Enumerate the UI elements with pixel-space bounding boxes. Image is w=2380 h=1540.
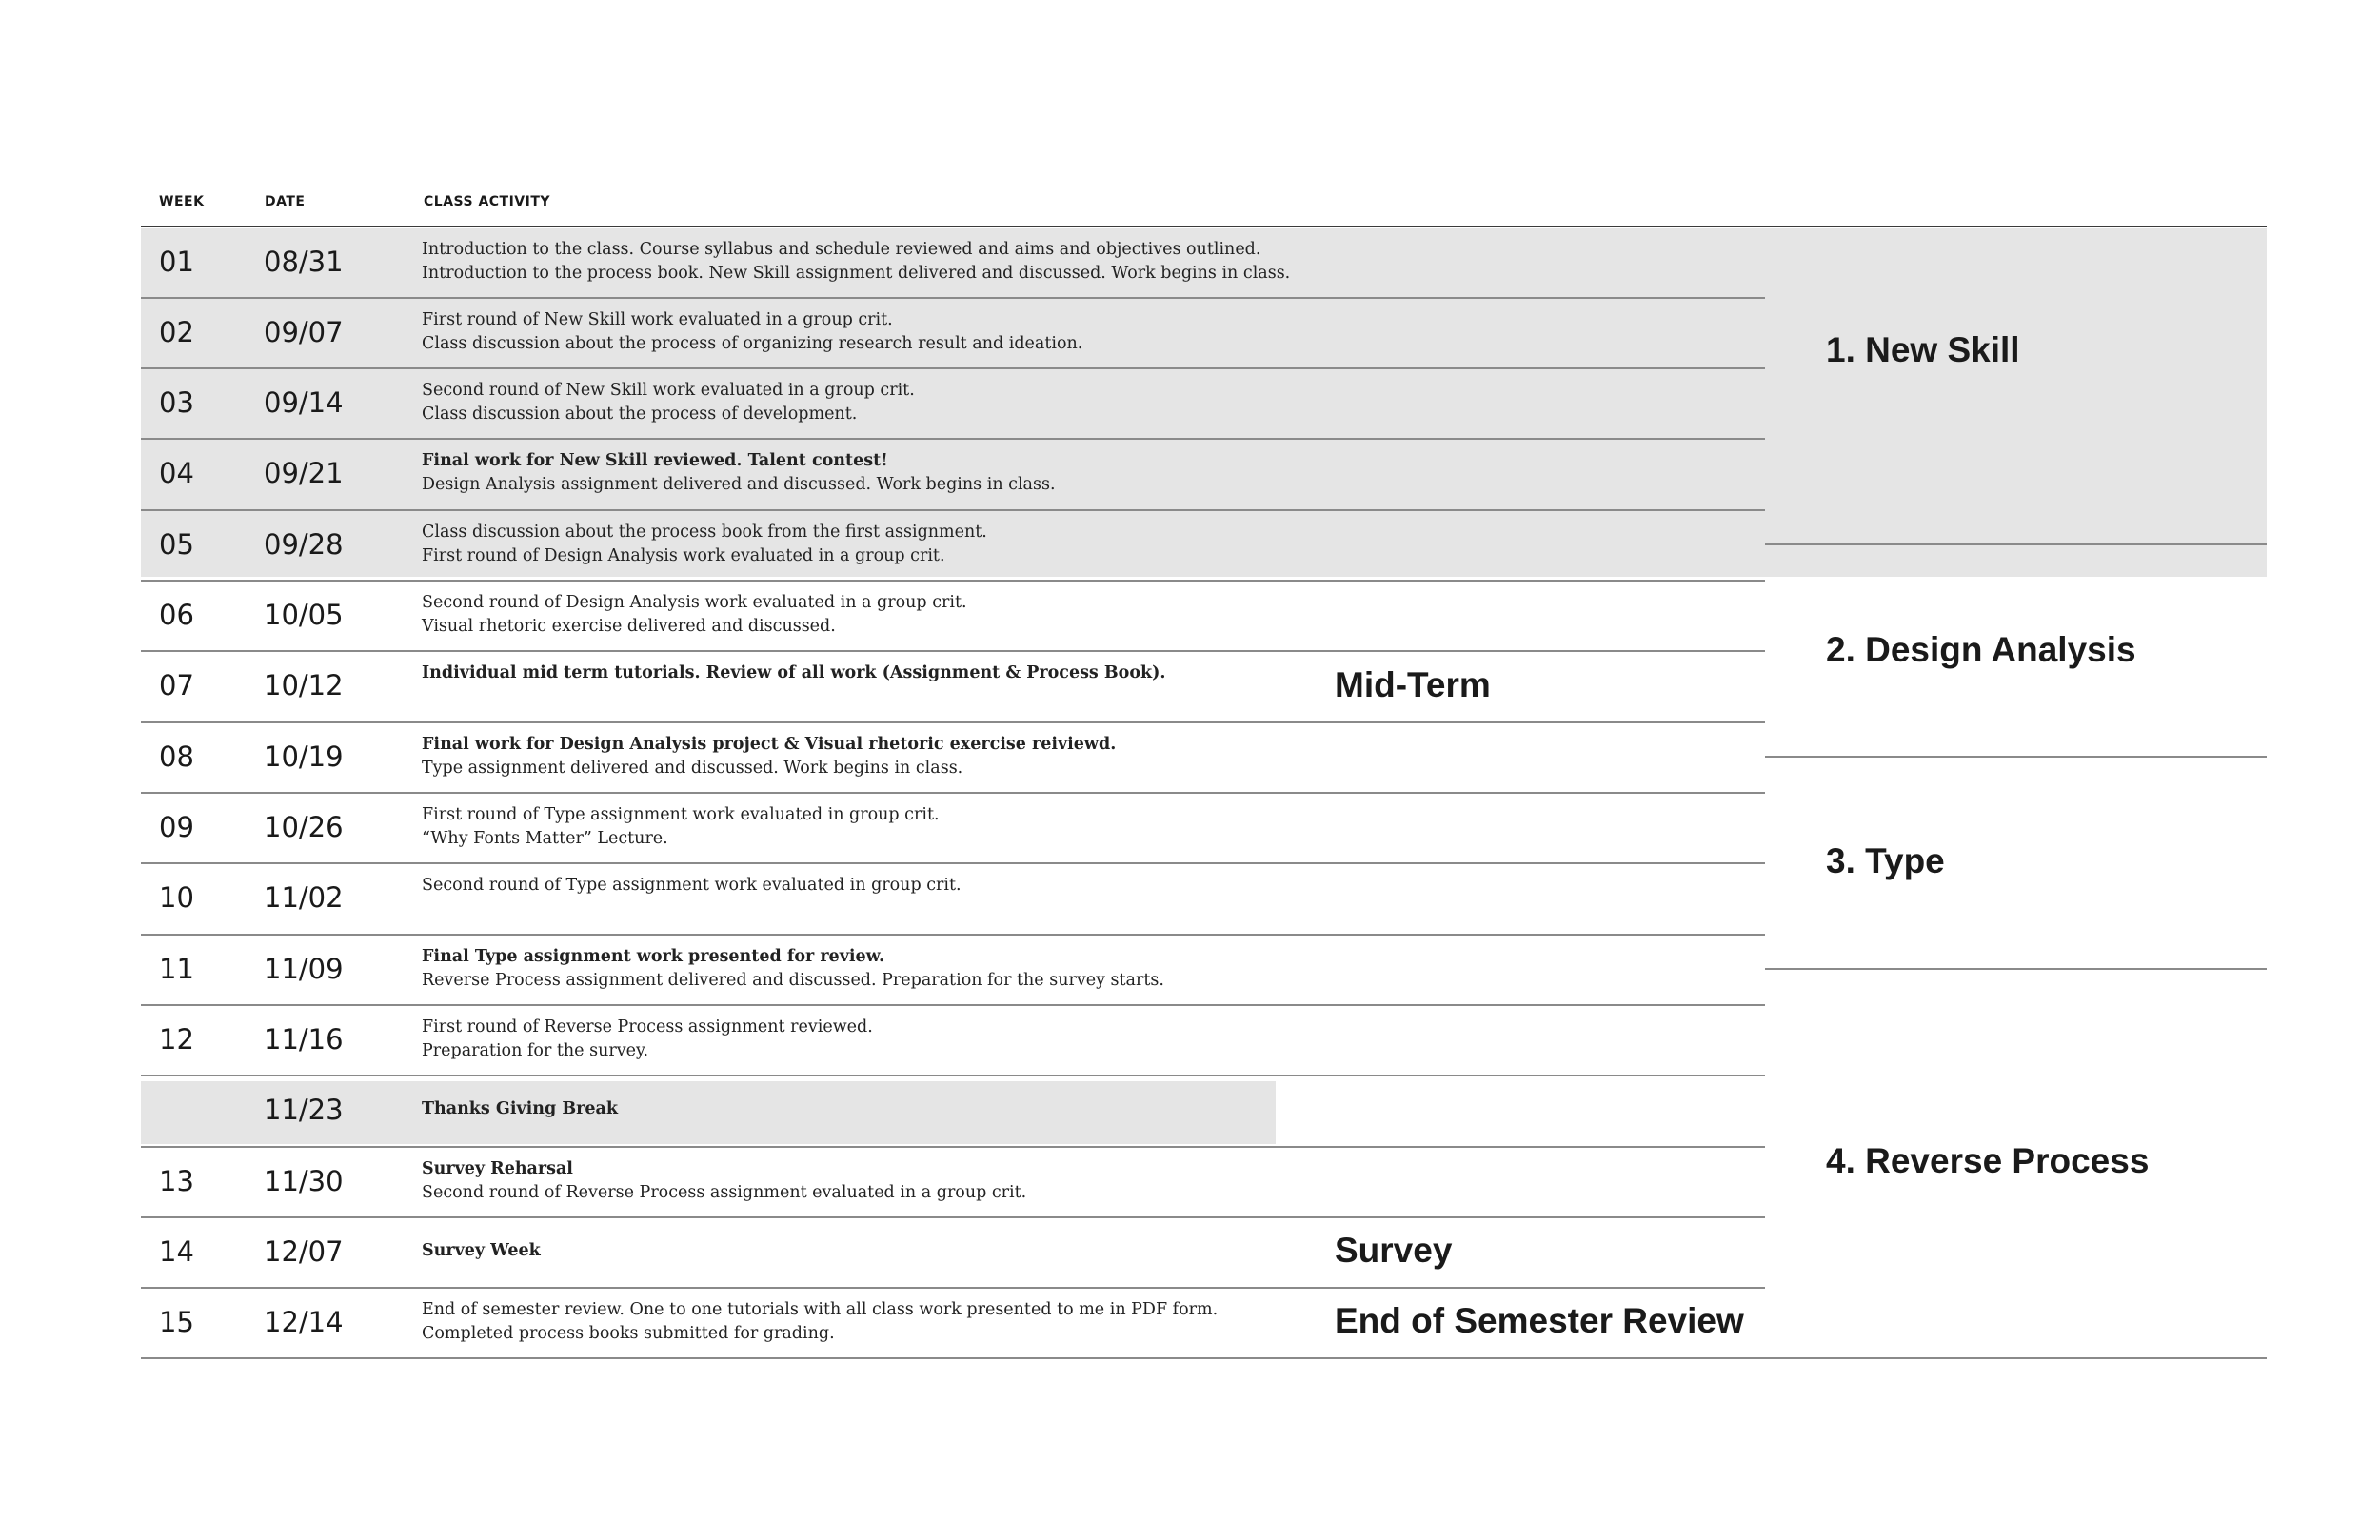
activity-line-1: Survey Reharsal <box>422 1159 573 1178</box>
schedule-row <box>141 1146 1759 1216</box>
week-number: 13 <box>159 1165 194 1197</box>
activity-line-1: Second round of Design Analysis work evaluated in a group crit. <box>422 593 967 612</box>
activity-line-1: Survey Week <box>422 1241 541 1260</box>
activity-line-2: Visual rhetoric exercise delivered and discussed. <box>422 617 836 636</box>
activity-line-1: First round of New Skill work evaluated in a group crit. <box>422 310 893 329</box>
schedule-row <box>141 1216 1759 1287</box>
schedule-row <box>141 650 1759 721</box>
class-activity <box>422 945 1164 993</box>
column-header-week: WEEK <box>159 194 205 209</box>
class-activity <box>422 874 962 898</box>
date: 09/28 <box>264 528 344 561</box>
week-number: 12 <box>159 1023 194 1056</box>
table-bottom-rule <box>141 1357 2267 1359</box>
schedule-row <box>141 297 1759 367</box>
date: 12/14 <box>264 1306 344 1338</box>
week-number: 15 <box>159 1306 194 1338</box>
date: 09/14 <box>264 386 344 419</box>
activity-line-2: Class discussion about the process of development. <box>422 405 858 424</box>
activity-line-1: Final Type assignment work presented for review. <box>422 947 885 966</box>
date: 10/05 <box>264 599 344 631</box>
week-number: 04 <box>159 457 194 489</box>
date: 08/31 <box>264 246 344 278</box>
class-activity <box>422 449 1056 497</box>
week-number: 06 <box>159 599 194 631</box>
week-number: 09 <box>159 811 194 843</box>
schedule-row <box>141 367 1759 438</box>
schedule-row <box>141 792 1759 862</box>
class-activity <box>422 661 1166 685</box>
schedule-row <box>141 509 1759 580</box>
date: 11/16 <box>264 1023 344 1056</box>
activity-line-2: Preparation for the survey. <box>422 1041 649 1060</box>
project-divider <box>1765 968 2267 970</box>
class-activity <box>422 1157 1026 1205</box>
week-number: 14 <box>159 1235 194 1268</box>
class-activity <box>422 238 1290 286</box>
class-activity <box>422 1239 541 1263</box>
schedule-row <box>141 721 1759 792</box>
class-activity <box>422 521 987 568</box>
date: 10/12 <box>264 669 344 701</box>
project-new-skill: 1. New Skill <box>1826 330 2020 369</box>
schedule-row <box>141 580 1759 650</box>
activity-line-2: Completed process books submitted for grading. <box>422 1324 835 1343</box>
week-number: 01 <box>159 246 194 278</box>
date: 10/26 <box>264 811 344 843</box>
activity-line-1: Class discussion about the process book from the first assignment. <box>422 523 987 542</box>
activity-line-1: End of semester review. One to one tutorials with all class work presented to me in PDF form. <box>422 1300 1219 1319</box>
schedule-row <box>141 934 1759 1004</box>
class-activity <box>422 733 1116 780</box>
week-number: 10 <box>159 881 194 914</box>
schedule-row <box>141 227 1759 297</box>
project-divider <box>1765 543 2267 545</box>
week-number: 05 <box>159 528 194 561</box>
schedule-row <box>141 862 1759 933</box>
class-activity <box>422 1016 873 1063</box>
activity-line-2: Type assignment delivered and discussed. Work begins in class. <box>422 759 963 778</box>
schedule-row <box>141 438 1759 508</box>
date: 11/30 <box>264 1165 344 1197</box>
activity-line-1: Introduction to the class. Course syllabus and schedule reviewed and aims and objectives outlined. <box>422 240 1261 259</box>
date: 11/23 <box>264 1094 344 1126</box>
class-activity <box>422 1298 1218 1346</box>
activity-line-2: Introduction to the process book. New Skill assignment delivered and discussed. Work begins in class. <box>422 264 1291 283</box>
activity-line-1: Final work for New Skill reviewed. Talent contest! <box>422 451 888 470</box>
class-activity <box>422 591 967 639</box>
activity-line-1: Final work for Design Analysis project & Visual rhetoric exercise reiviewd. <box>422 735 1117 754</box>
project-divider <box>1765 756 2267 758</box>
week-number: 02 <box>159 316 194 348</box>
activity-line-1: Individual mid term tutorials. Review of all work (Assignment & Process Book). <box>422 663 1166 682</box>
week-number: 03 <box>159 386 194 419</box>
column-header-date: DATE <box>265 194 306 209</box>
class-activity <box>422 803 940 851</box>
class-activity <box>422 308 1082 356</box>
activity-line-1: Second round of New Skill work evaluated in a group crit. <box>422 381 915 400</box>
week-number: 07 <box>159 669 194 701</box>
activity-line-1: First round of Reverse Process assignment reviewed. <box>422 1017 873 1037</box>
activity-line-2: Second round of Reverse Process assignment evaluated in a group crit. <box>422 1183 1027 1202</box>
class-activity <box>422 1097 618 1121</box>
date: 10/19 <box>264 740 344 773</box>
milestone-survey: Survey <box>1335 1231 1453 1270</box>
project-design-analysis: 2. Design Analysis <box>1826 630 2136 669</box>
week-number: 08 <box>159 740 194 773</box>
date: 09/21 <box>264 457 344 489</box>
date: 12/07 <box>264 1235 344 1268</box>
activity-line-2: Reverse Process assignment delivered and discussed. Preparation for the survey starts. <box>422 971 1164 990</box>
activity-line-2: First round of Design Analysis work evaluated in a group crit. <box>422 546 945 565</box>
date: 11/02 <box>264 881 344 914</box>
schedule-row <box>141 1004 1759 1075</box>
schedule-row-break <box>141 1075 1759 1145</box>
activity-line-2: Design Analysis assignment delivered and discussed. Work begins in class. <box>422 475 1056 494</box>
activity-line-1: Second round of Type assignment work evaluated in group crit. <box>422 876 962 895</box>
date: 09/07 <box>264 316 344 348</box>
class-activity <box>422 379 915 426</box>
activity-line-1: First round of Type assignment work evaluated in group crit. <box>422 805 940 824</box>
activity-line-2: Class discussion about the process of organizing research result and ideation. <box>422 334 1083 353</box>
activity-line-2: “Why Fonts Matter” Lecture. <box>422 829 668 848</box>
milestone-midterm: Mid-Term <box>1335 665 1491 704</box>
activity-line-1: Thanks Giving Break <box>422 1099 618 1118</box>
date: 11/09 <box>264 953 344 985</box>
column-header-activity: CLASS ACTIVITY <box>424 194 551 209</box>
week-number: 11 <box>159 953 194 985</box>
milestone-end-of-semester-review: End of Semester Review <box>1335 1301 1744 1340</box>
project-type: 3. Type <box>1826 841 1945 880</box>
project-reverse-process: 4. Reverse Process <box>1826 1141 2150 1180</box>
